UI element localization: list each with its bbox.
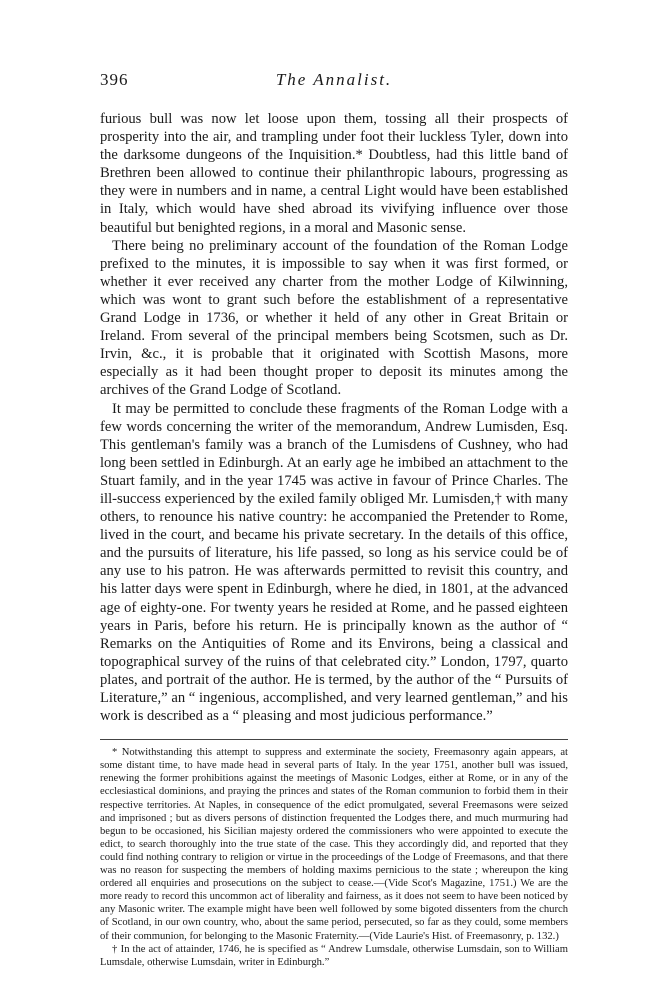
body-paragraph: There being no preliminary account of the foundation of the Roman Lodge prefixed to the minutes, it is impossible to say when it was first formed, or whether it ever received any charter from the mother Lodge of Kilwinning, which was wont to grant such before the establishment of a representative Grand Lodge in 1736, or whether it held of any other in Great Britain or Ireland. From several of the principal members being Scotsmen, such as Dr. Irvin, &c., it is probable that it originated with Scottish Masons, more especially as it had been thought proper to deposit its minutes among the archives of the Grand Lodge of Scotland. bbox=[100, 237, 568, 399]
book-page bbox=[100, 70, 568, 969]
running-head bbox=[100, 70, 568, 98]
body-paragraph: It may be permitted to conclude these fragments of the Roman Lodge with a few words concerning the writer of the memorandum, Andrew Lumisden, Esq. This gentleman's family was a branch of the Lumisdens of Cushney, who had long been settled in Edinburgh. At an early age he imbibed an attachment to the Stuart family, and in the year 1745 was active in favour of Prince Charles. The ill-success experienced by the exiled family obliged Mr. Lumisden,† with many others, to renounce his native country: he accompanied the Pretender to Rome, lived in the court, and became his private secretary. In the details of this office, and the pursuits of literature, his life passed, so long as his service could be of any use to his patron. He was afterwards permitted to revisit this country, and his latter days were spent in Edinburgh, where he died, in 1801, at the advanced age of eighty-one. For twenty years he resided at Rome, and he passed eighteen years in Paris, before his return. He is principally known as the author of “ Remarks on the Antiquities of Rome and its Environs, being a classical and topographical survey of the ruins of that celebrated city.” London, 1797, quarto plates, and portrait of the author. He is termed, by the author of the “ Pursuits of Literature,” an “ ingenious, accomplished, and very learned gentleman,” and his work is described as a “ pleasing and most judicious performance.” bbox=[100, 400, 568, 725]
body-paragraph: furious bull was now let loose upon them, tossing all their prospects of prosperity into the air, and trampling under foot their luckless Tyler, down into the darksome dungeons of the Inquisition.* Doubtless, had this little band of Brethren been allowed to continue their philanthropic labours, progressing as they were in numbers and in name, a central Light would have been established in Italy, which would have shed abroad its vivifying influence over those beautiful but benighted regions, in a moral and Masonic sense. bbox=[100, 111, 568, 236]
body-text bbox=[100, 110, 568, 725]
running-title: The Annalist. bbox=[275, 70, 393, 89]
footnote-divider bbox=[100, 739, 568, 740]
page-number: 396 bbox=[100, 70, 129, 89]
footnote: † In the act of attainder, 1746, he is specified as “ Andrew Lumsdale, otherwise Lumsdain, son to William Lumsdale, otherwise Lumsdain, writer in Edinburgh.” bbox=[100, 943, 568, 968]
footnotes bbox=[100, 746, 568, 969]
footnote: * Notwithstanding this attempt to suppress and exterminate the society, Freemasonry again appears, at some distant time, to have made head in several parts of Italy. In the year 1751, another bull was issued, renewing the former prohibitions against the meetings of Masonic Lodges, either at Rome, or in any of the ecclesiastical dominions, and praying the princes and states of the Roman communion to forbid them in their respective territories. At Naples, in consequence of the edict promulgated, several Freemasons were seized and imprisoned ; but as divers persons of distinction frequented the Lodges there, and much murmuring had begun to be occasioned, his Sicilian majesty ordered the commissioners who were appointed to execute the edict, to search thoroughly into the true state of the case. This they accordingly did, and reported that they could find nothing contrary to religion or virtue in the proceedings of the Lodge of Freemasons, and that there was no reason for suspecting the members of holding maxims pernicious to the state ; whereupon the king ordered all enquiries and prosecutions on the subject to cease.—(Vide Scot's Magazine, 1751.) We are the more ready to record this uncommon act of liberality and fairness, as it does not seem to have been noticed by any Masonic writer. The example might have been well followed by some bigoted dissenters from the church of Scotland, in our own country, who, about the same period, persecuted, so far as they could, some members of their communion, for belonging to the Masonic Fraternity.—(Vide Laurie's Hist. of Freemasonry, p. 132.) bbox=[100, 747, 568, 942]
